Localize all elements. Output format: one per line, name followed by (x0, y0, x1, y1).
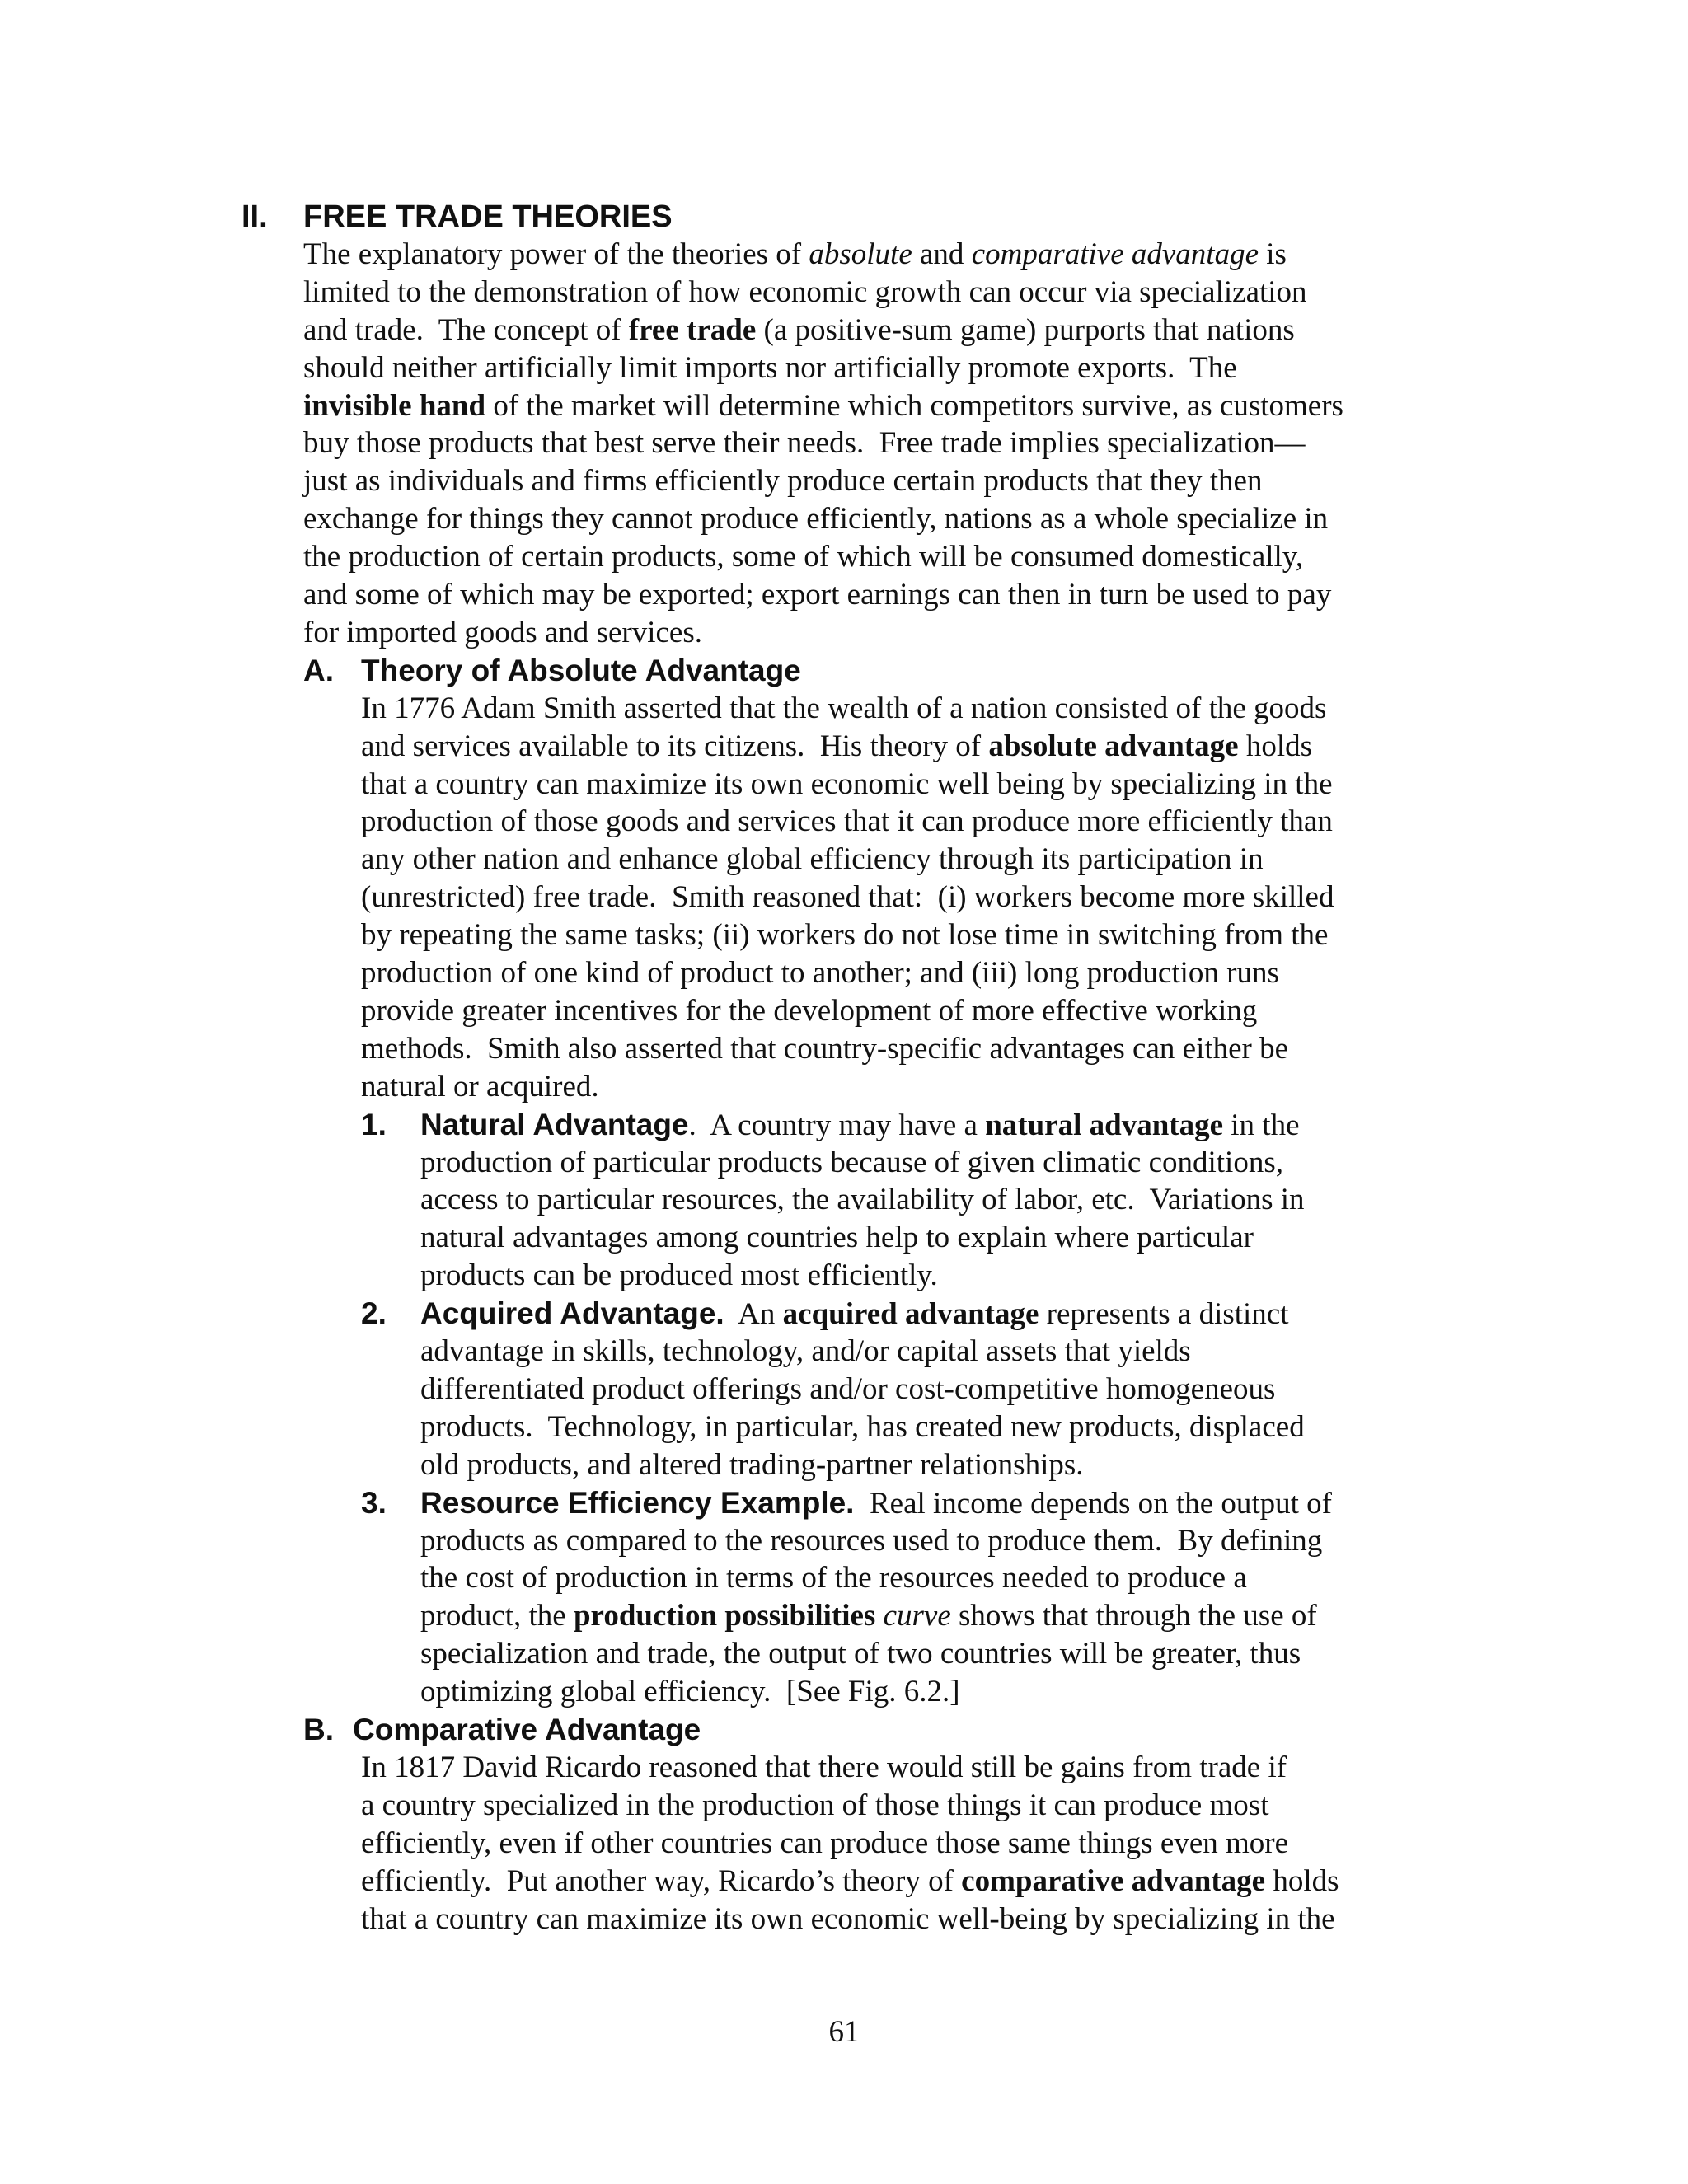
text-run: holds (1265, 1863, 1339, 1898)
subsection-a-heading-title: Theory of Absolute Advantage (361, 653, 801, 687)
text-run (875, 1599, 883, 1633)
item-line (420, 1522, 1322, 1560)
italic-term: comparative advantage (971, 237, 1259, 271)
item-line (420, 1106, 1300, 1144)
text-run: and trade. The concept of (303, 312, 629, 347)
text-run: . A country may have a (688, 1108, 986, 1142)
item-line (420, 1295, 1289, 1333)
text-run: Real income depends on the output of (854, 1486, 1333, 1521)
body-line (361, 1787, 1269, 1825)
text-run: for imported goods and services. (303, 615, 702, 649)
body-line (303, 349, 1237, 387)
text-run: efficiently. Put another way, Ricardo’s theory of (361, 1863, 962, 1898)
text-run: just as individuals and firms efficiently produce certain products that they then (303, 464, 1263, 499)
item-line (420, 1371, 1275, 1408)
text-run: is (1259, 237, 1287, 271)
body-line (303, 576, 1331, 614)
text-run: products. Technology, in particular, has created new products, displaced (420, 1409, 1305, 1444)
body-line (361, 690, 1326, 728)
body-line (361, 1900, 1335, 1938)
text-run: methods. Smith also asserted that country-specific advantages can either be (361, 1031, 1289, 1066)
text-run: and (912, 237, 972, 271)
body-line (303, 387, 1343, 425)
item-number: 1. (361, 1107, 387, 1141)
body-line (361, 1825, 1288, 1863)
body-line (303, 538, 1303, 576)
item-line (420, 1181, 1305, 1219)
text-run: specialization and trade, the output of two countries will be greater, thus (420, 1637, 1301, 1671)
body-line (361, 1749, 1287, 1787)
body-line (361, 1863, 1339, 1900)
item-line (420, 1597, 1317, 1635)
text-run: natural advantages among countries help to explain where particular (420, 1221, 1254, 1255)
text-run: production of particular products because of given climatic conditions, (420, 1145, 1283, 1179)
text-run: a country specialized in the production of those things it can produce most (361, 1788, 1269, 1822)
text-run: of the market will determine which competitors survive, as customers (485, 388, 1343, 423)
item-line (420, 1559, 1247, 1597)
text-run: shows that through the use of (950, 1599, 1317, 1633)
text-run: production of one kind of product to another; and (iii) long production runs (361, 956, 1279, 990)
text-run: efficiently, even if other countries can produce those same things even more (361, 1825, 1289, 1860)
text-run: the cost of production in terms of the resources needed to produce a (420, 1561, 1247, 1596)
body-line (361, 916, 1328, 954)
body-line (361, 954, 1279, 992)
body-line (303, 312, 1295, 349)
page-number: 61 (828, 2015, 860, 2049)
item-line (420, 1144, 1283, 1182)
text-run: that a country can maximize its own economic well being by specializing in the (361, 766, 1333, 801)
text-run: provide greater incentives for the development of more effective working (361, 993, 1258, 1028)
text-run: access to particular resources, the availability of labor, etc. Variations in (420, 1183, 1305, 1217)
body-line (303, 236, 1287, 274)
section-heading-number: II. (241, 199, 268, 234)
body-line (361, 728, 1312, 766)
bold-term: invisible hand (303, 388, 486, 423)
subsection-a-heading-number: A. (303, 653, 334, 687)
item-line (420, 1446, 1084, 1484)
item-line (420, 1673, 960, 1711)
bold-term: acquired advantage (782, 1297, 1039, 1332)
text-run: natural or acquired. (361, 1069, 599, 1104)
subsection-b-heading-number: B. (303, 1713, 334, 1746)
subsection-b-heading-title: Comparative Advantage (353, 1713, 701, 1746)
bold-term: free trade (628, 312, 757, 347)
text-run: holds (1238, 729, 1313, 763)
item-number: 2. (361, 1296, 387, 1331)
text-run: products can be produced most efficiently. (420, 1258, 938, 1293)
body-line (303, 614, 702, 652)
text-run: by repeating the same tasks; (ii) workers do not lose time in switching from the (361, 918, 1329, 953)
text-run: old products, and altered trading-partner relationships. (420, 1447, 1084, 1482)
text-run: and some of which may be exported; export earnings can then in turn be used to pay (303, 578, 1332, 612)
text-run: represents a distinct (1039, 1297, 1289, 1332)
item-line (420, 1408, 1305, 1446)
bold-term: natural advantage (985, 1108, 1224, 1142)
text-run: (a positive-sum game) purports that nations (756, 312, 1295, 347)
italic-term: absolute (809, 237, 912, 271)
body-line (303, 462, 1262, 500)
body-line (303, 500, 1328, 538)
text-run: buy those products that best serve their needs. Free trade implies specialization— (303, 426, 1306, 461)
item-number: 3. (361, 1485, 387, 1520)
item-heading: Resource Efficiency Example. (420, 1485, 855, 1520)
text-run: any other nation and enhance global efficiency through its participation in (361, 842, 1264, 877)
text-run: and services available to its citizens. His theory of (361, 729, 989, 763)
bold-term: absolute advantage (988, 729, 1239, 763)
text-run: product, the (420, 1599, 574, 1633)
body-line (361, 879, 1334, 916)
item-heading: Natural Advantage (420, 1107, 689, 1141)
body-line (361, 841, 1264, 879)
body-line (361, 766, 1333, 804)
item-line (420, 1333, 1191, 1371)
body-line (303, 424, 1306, 462)
text-run: in the (1223, 1108, 1300, 1142)
item-line (420, 1219, 1254, 1257)
text-run: exchange for things they cannot produce efficiently, nations as a whole specialize in (303, 502, 1329, 537)
text-run: optimizing global efficiency. [See Fig. 6.2.] (420, 1675, 960, 1709)
section-heading-title: FREE TRADE THEORIES (303, 199, 673, 234)
text-run: advantage in skills, technology, and/or capital assets that yields (420, 1334, 1191, 1368)
body-line (303, 274, 1307, 312)
item-line (420, 1484, 1332, 1522)
body-line (361, 1068, 599, 1106)
item-line (420, 1635, 1301, 1673)
text-run: that a country can maximize its own economic well-being by specializing in the (361, 1901, 1335, 1936)
text-run: the production of certain products, some of which will be consumed domestically, (303, 540, 1304, 574)
text-run: An (724, 1297, 783, 1332)
bold-term: comparative advantage (961, 1863, 1266, 1898)
item-heading: Acquired Advantage. (420, 1296, 724, 1331)
item-line (420, 1257, 938, 1295)
text-run: (unrestricted) free trade. Smith reasoned that: (i) workers become more skilled (361, 880, 1334, 915)
text-run: limited to the demonstration of how economic growth can occur via specialization (303, 274, 1307, 309)
text-run: The explanatory power of the theories of (303, 237, 809, 271)
body-line (361, 803, 1333, 841)
text-run: should neither artificially limit imports nor artificially promote exports. The (303, 350, 1237, 385)
text-run: production of those goods and services that it can produce more efficiently than (361, 804, 1333, 839)
text-run: products as compared to the resources used to produce them. By defining (420, 1523, 1323, 1558)
body-line (361, 992, 1257, 1030)
italic-term: curve (883, 1599, 951, 1633)
bold-term: production possibilities (573, 1599, 876, 1633)
body-line (361, 1030, 1288, 1068)
text-run: In 1817 David Ricardo reasoned that there would still be gains from trade if (361, 1750, 1287, 1784)
text-run: In 1776 Adam Smith asserted that the wealth of a nation consisted of the goods (361, 691, 1327, 725)
text-run: differentiated product offerings and/or cost-competitive homogeneous (420, 1371, 1276, 1406)
